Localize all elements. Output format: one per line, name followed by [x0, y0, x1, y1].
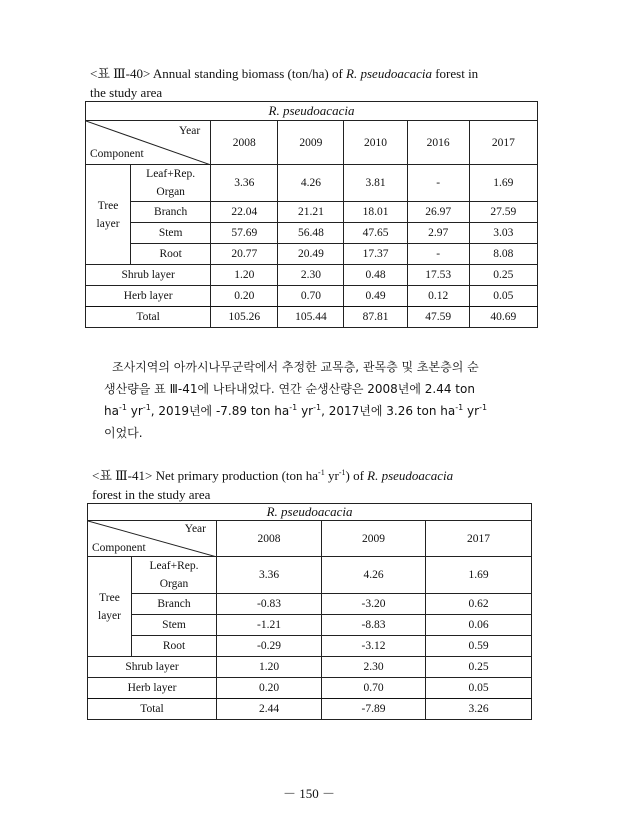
- table-cell: 1.69: [469, 165, 537, 202]
- year-component-header: [86, 121, 211, 165]
- row-label: Branch: [131, 202, 211, 223]
- table-cell: 0.48: [344, 265, 407, 286]
- total-cell: 3.26: [426, 699, 532, 720]
- table-cell: 2.30: [278, 265, 344, 286]
- table-cell: 0.20: [217, 678, 322, 699]
- year-header: 2008: [217, 521, 322, 557]
- year-component-header: [88, 521, 217, 557]
- table-cell: 8.08: [469, 244, 537, 265]
- table-cell: 1.69: [426, 557, 532, 594]
- total-cell: 87.81: [344, 307, 407, 328]
- table-cell: 17.37: [344, 244, 407, 265]
- table-cell: 17.53: [407, 265, 469, 286]
- paragraph-line: $ha^{-1}$ $yr^{-1}$, 2019년에 -7.89 ton $ha^{-1}$ $yr^{-1}$, 2017년에 3.26 ton $ha^{-1}$ $yr^{-1}$: [104, 403, 488, 418]
- table-cell: 4.26: [278, 165, 344, 202]
- total-cell: 47.59: [407, 307, 469, 328]
- table-cell: 18.01: [344, 202, 407, 223]
- table-cell: 56.48: [278, 223, 344, 244]
- table-cell: 0.49: [344, 286, 407, 307]
- row-label: Root: [131, 244, 211, 265]
- table-cell: 21.21: [278, 202, 344, 223]
- row-label: Stem: [132, 615, 217, 636]
- total-cell: 105.26: [211, 307, 278, 328]
- table-cell: 0.05: [426, 678, 532, 699]
- table-cell: 0.20: [211, 286, 278, 307]
- tree-layer-label: Tree layer: [86, 165, 131, 265]
- table-cell: 2.97: [407, 223, 469, 244]
- total-cell: 2.44: [217, 699, 322, 720]
- table-cell: -: [407, 165, 469, 202]
- total-cell: 105.44: [278, 307, 344, 328]
- year-label: Year: [179, 125, 201, 137]
- table-cell: 27.59: [469, 202, 537, 223]
- table-cell: -0.29: [217, 636, 322, 657]
- table-cell: 0.59: [426, 636, 532, 657]
- table-cell: 57.69: [211, 223, 278, 244]
- year-header: 2017: [469, 121, 537, 165]
- table-cell: 0.25: [469, 265, 537, 286]
- row-label: Herb layer: [88, 678, 217, 699]
- table-cell: 0.70: [322, 678, 426, 699]
- table2-caption: <표 Ⅲ-41> Net primary production (ton $ha^{-1}$ $yr^{-1}$) of R. pseudoacacia forest in the study area: [92, 468, 454, 502]
- table-cell: 3.36: [217, 557, 322, 594]
- year-header: 2008: [211, 121, 278, 165]
- row-label: Leaf+Rep. Organ: [132, 557, 217, 594]
- total-cell: -7.89: [322, 699, 426, 720]
- table-cell: 0.05: [469, 286, 537, 307]
- year-header: 2016: [407, 121, 469, 165]
- paragraph-line: 조사지역의 아까시나무군락에서 추정한 교목층, 관목층 및 초본층의 순: [112, 360, 479, 374]
- table-cell: 20.49: [278, 244, 344, 265]
- year-header: 2010: [344, 121, 407, 165]
- table-cell: 3.03: [469, 223, 537, 244]
- year-header: 2009: [278, 121, 344, 165]
- species-header: R. pseudoacacia: [88, 504, 532, 521]
- row-label: Leaf+Rep. Organ: [131, 165, 211, 202]
- row-label: Root: [132, 636, 217, 657]
- total-label: Total: [88, 699, 217, 720]
- table-cell: 0.06: [426, 615, 532, 636]
- table-cell: 3.81: [344, 165, 407, 202]
- year-header: 2009: [322, 521, 426, 557]
- table-cell: 0.25: [426, 657, 532, 678]
- table-cell: -1.21: [217, 615, 322, 636]
- table-cell: 0.12: [407, 286, 469, 307]
- component-label: Component: [90, 148, 144, 160]
- row-label: Shrub layer: [88, 657, 217, 678]
- row-label: Herb layer: [86, 286, 211, 307]
- year-label: Year: [184, 523, 206, 535]
- npp-table: [87, 503, 532, 720]
- table-cell: 22.04: [211, 202, 278, 223]
- paragraph-line: 생산량을 표 Ⅲ-41에 나타내었다. 연간 순생산량은 2008년에 2.44 ton: [104, 382, 475, 396]
- table-cell: 20.77: [211, 244, 278, 265]
- table-cell: 1.20: [211, 265, 278, 286]
- table-cell: -0.83: [217, 594, 322, 615]
- table-cell: 26.97: [407, 202, 469, 223]
- row-label: Shrub layer: [86, 265, 211, 286]
- component-label: Component: [92, 542, 146, 554]
- tree-layer-label: Tree layer: [88, 557, 132, 657]
- table-cell: 4.26: [322, 557, 426, 594]
- body-paragraph: [98, 356, 538, 444]
- table1-caption: <표 Ⅲ-40> Annual standing biomass (ton/ha) of R. pseudoacacia forest in the study area: [90, 66, 479, 100]
- row-label: Stem: [131, 223, 211, 244]
- table-cell: 47.65: [344, 223, 407, 244]
- paragraph-line: 이었다.: [104, 426, 143, 440]
- table-cell: -8.83: [322, 615, 426, 636]
- total-cell: 40.69: [469, 307, 537, 328]
- biomass-table: [85, 101, 538, 328]
- table-cell: -3.12: [322, 636, 426, 657]
- row-label: Branch: [132, 594, 217, 615]
- table-cell: 1.20: [217, 657, 322, 678]
- table-cell: -: [407, 244, 469, 265]
- table-cell: 3.36: [211, 165, 278, 202]
- table-cell: -3.20: [322, 594, 426, 615]
- table-cell: 0.62: [426, 594, 532, 615]
- species-header: R. pseudoacacia: [86, 102, 538, 121]
- page-number: － 150 －: [282, 786, 335, 801]
- year-header: 2017: [426, 521, 532, 557]
- total-label: Total: [86, 307, 211, 328]
- table-cell: 0.70: [278, 286, 344, 307]
- table-cell: 2.30: [322, 657, 426, 678]
